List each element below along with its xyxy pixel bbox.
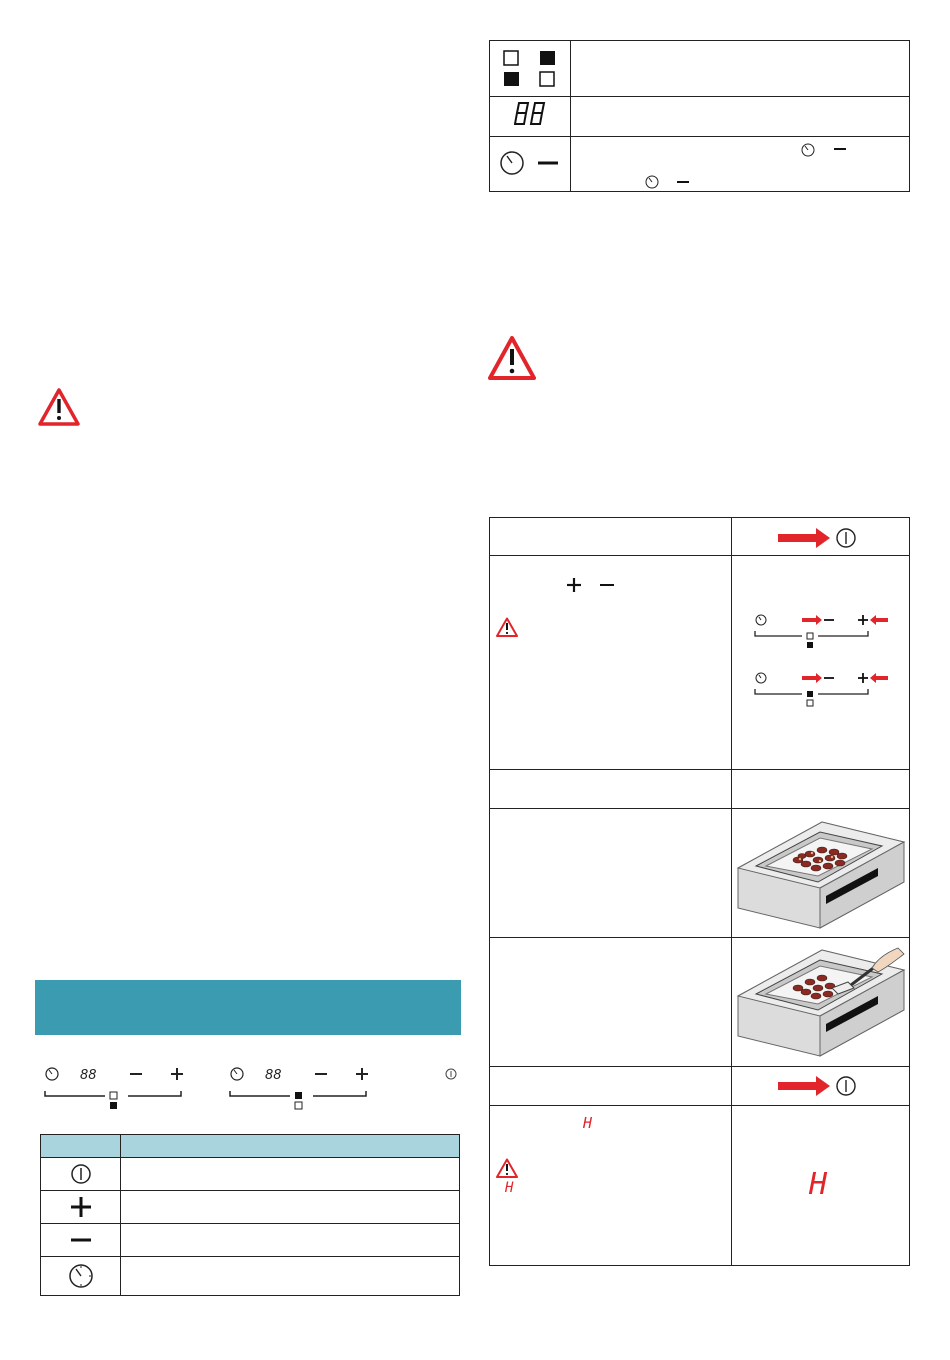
press-power-arrow-icon (776, 1073, 860, 1099)
display-text: 88 (265, 1068, 282, 1083)
press-power-arrow-icon (776, 525, 860, 551)
residual-heat-indicator-text: H (583, 1114, 593, 1132)
control-panel-diagram (40, 1064, 190, 1114)
timer-minus-icon (498, 148, 562, 178)
table-header (40, 1134, 460, 1158)
griddle-food-illustration (736, 816, 908, 932)
minus-icon (600, 584, 614, 586)
warning-triangle-icon (488, 336, 536, 380)
minus-icon (69, 1228, 93, 1252)
display-text: 88 (80, 1068, 97, 1083)
plus-icon (69, 1195, 93, 1219)
seven-segment-display-icon (514, 100, 548, 128)
residual-heat-display: H (809, 1167, 828, 1202)
warning-triangle-icon (38, 388, 80, 426)
squares-pair-icon (501, 48, 559, 88)
power-icon (69, 1162, 93, 1186)
section-banner (35, 980, 461, 1035)
warning-triangle-icon (496, 1158, 518, 1178)
residual-heat-indicator-text: H (505, 1180, 514, 1196)
control-panel-diagram (225, 1064, 460, 1114)
mini-panel-lower (752, 612, 892, 654)
timer-icon (68, 1263, 94, 1289)
plus-icon (566, 577, 582, 593)
mini-panel-upper (752, 670, 892, 712)
timer-icon (800, 142, 816, 158)
griddle-spatula-illustration (736, 944, 908, 1060)
keys-table (40, 1157, 460, 1296)
warning-triangle-icon (496, 617, 518, 637)
minus-icon (677, 181, 689, 183)
timer-icon (644, 174, 660, 190)
minus-icon (834, 148, 846, 150)
